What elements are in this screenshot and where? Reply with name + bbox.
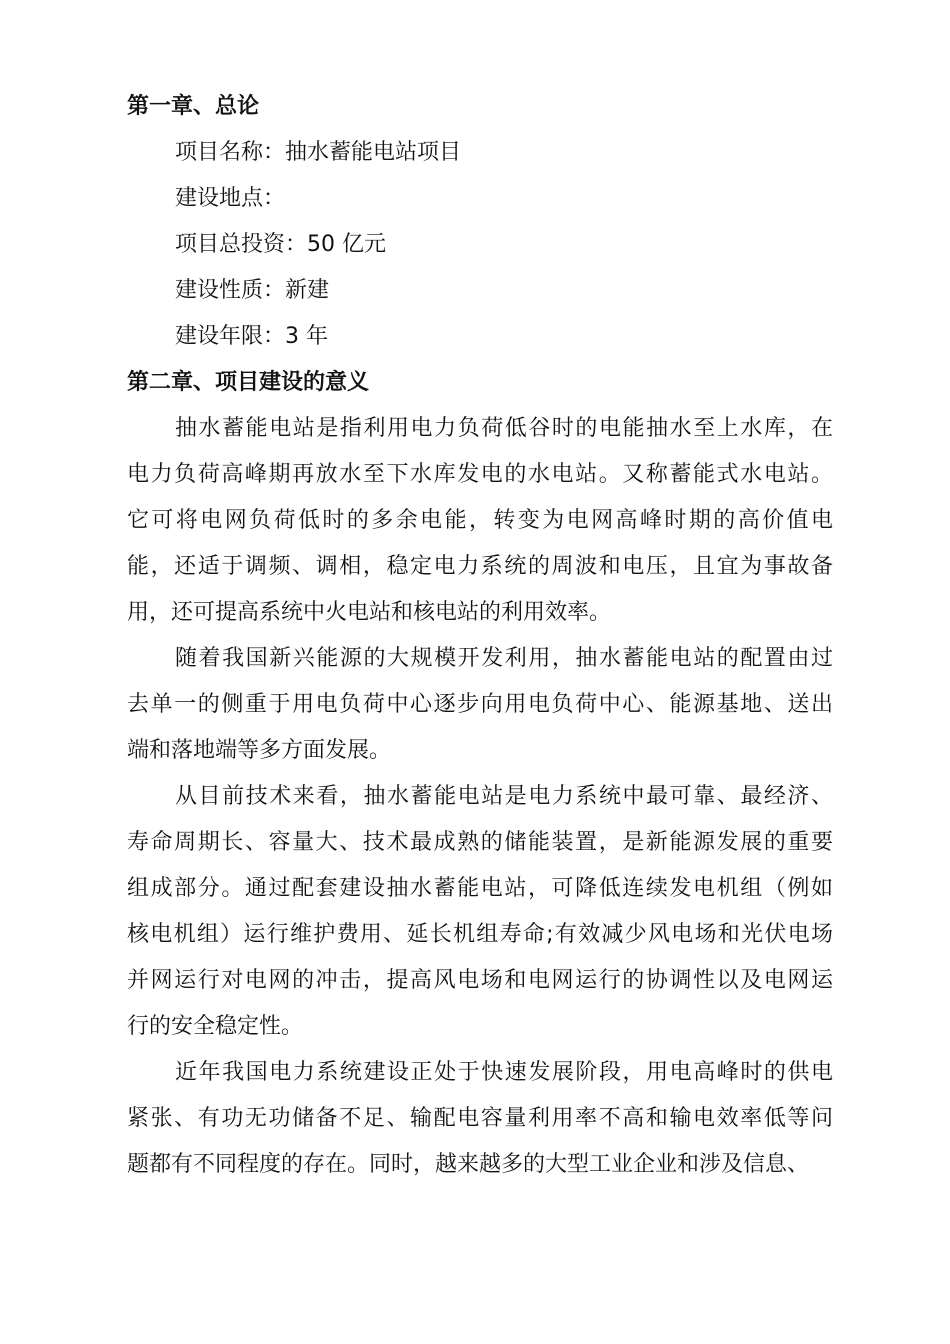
paragraph-power-system <box>127 1050 833 1188</box>
paragraph-line: 近年我国电力系统建设正处于快速发展阶段，用电高峰时的供电 <box>175 1060 833 1085</box>
paragraph-line: 端和落地端等多方面发展。 <box>127 738 392 763</box>
paragraph-line: 紧张、有功无功储备不足、输配电容量利用率不高和输电效率低等问 <box>127 1106 833 1131</box>
paragraph-line: 随着我国新兴能源的大规模开发利用，抽水蓄能电站的配置由过 <box>175 646 833 671</box>
paragraph-line: 抽水蓄能电站是指利用电力负荷低谷时的电能抽水至上水库，在 <box>175 416 833 441</box>
paragraph-definition <box>127 406 833 636</box>
project-duration-line: 建设年限：3 年 <box>175 324 328 349</box>
paragraph-line: 组成部分。通过配套建设抽水蓄能电站，可降低连续发电机组（例如 <box>127 876 833 901</box>
chapter1-heading: 第一章、总论 <box>127 94 260 119</box>
chapter2-heading: 第二章、项目建设的意义 <box>127 370 370 395</box>
paragraph-line: 并网运行对电网的冲击，提高风电场和电网运行的协调性以及电网运 <box>127 968 833 993</box>
project-nature-line: 建设性质：新建 <box>175 278 330 303</box>
paragraph-development <box>127 636 833 774</box>
project-investment-line: 项目总投资：50 亿元 <box>175 232 386 257</box>
paragraph-line: 电力负荷高峰期再放水至下水库发电的水电站。又称蓄能式水电站。 <box>127 462 833 487</box>
paragraph-line: 用，还可提高系统中火电站和核电站的利用效率。 <box>127 600 612 625</box>
paragraph-technology <box>127 774 833 1050</box>
paragraph-line: 题都有不同程度的存在。同时，越来越多的大型工业企业和涉及信息、 <box>127 1152 810 1177</box>
paragraph-line: 核电机组）运行维护费用、延长机组寿命;有效减少风电场和光伏电场 <box>127 922 833 947</box>
paragraph-line: 去单一的侧重于用电负荷中心逐步向用电负荷中心、能源基地、送出 <box>127 692 833 717</box>
project-location-line: 建设地点： <box>175 186 286 211</box>
paragraph-line: 能，还适于调频、调相，稳定电力系统的周波和电压，且宜为事故备 <box>127 554 833 579</box>
document-page <box>127 84 833 1188</box>
paragraph-line: 它可将电网负荷低时的多余电能，转变为电网高峰时期的高价值电 <box>127 508 833 533</box>
paragraph-line: 寿命周期长、容量大、技术最成熟的储能装置，是新能源发展的重要 <box>127 830 833 855</box>
paragraph-line: 行的安全稳定性。 <box>127 1014 304 1039</box>
project-name-line: 项目名称：抽水蓄能电站项目 <box>175 140 462 165</box>
paragraph-line: 从目前技术来看，抽水蓄能电站是电力系统中最可靠、最经济、 <box>175 784 833 809</box>
